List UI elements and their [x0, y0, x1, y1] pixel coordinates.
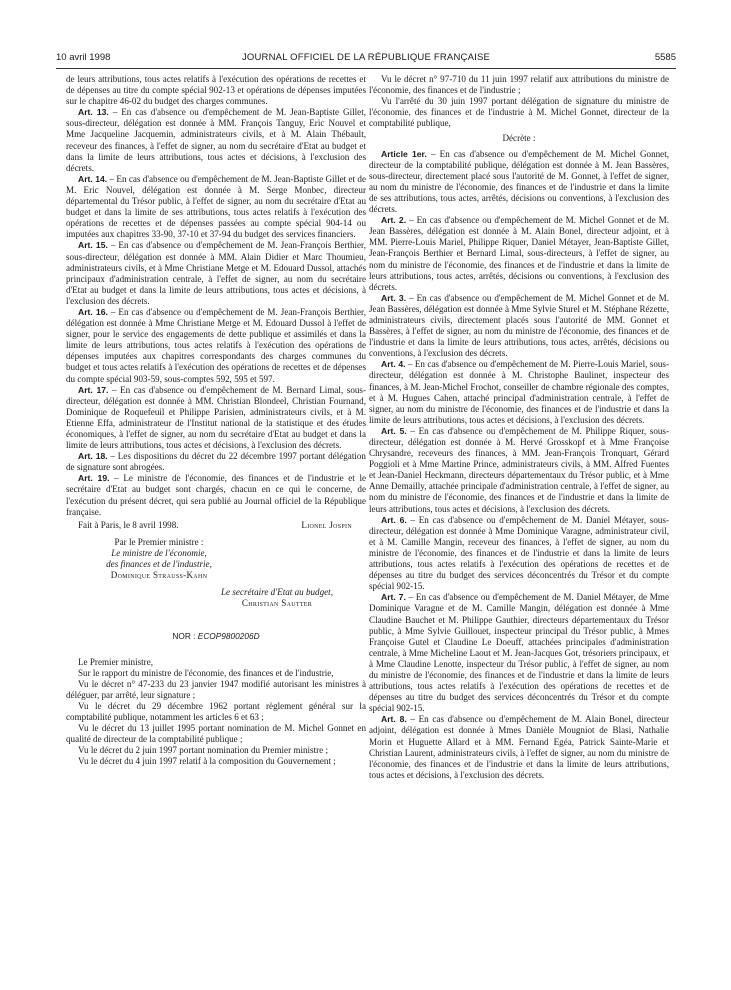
article-text: – En cas d'absence ou d'empêchement de M. Alain Bonel, directeur adjoint, délégation est donnée à Mmes Danièle Mougniot de Blasi, Nathalie Morin et Huguette Allard et à MM. Fernand Egéa, Patrick Sainte-Marie et Christian Laurent, administrateurs civils, à l'effet de signer, au nom du ministre de l'économie, des finances et de l'industrie et dans la limite de leurs attributions, tous actes et décisions, à l'exclusion des décrets.	[369, 714, 669, 780]
article-label: Art. 17.	[78, 384, 109, 395]
article-label: Art. 13.	[78, 107, 109, 118]
signature-line	[66, 520, 366, 531]
minister-title-1: Le ministre de l'économie,	[111, 547, 207, 558]
article-label: Art. 5.	[381, 425, 407, 436]
decree-intro-line: Vu le décret du 29 décembre 1962 portant règlement général sur la comptabilité publique, notamment les articles 6 et 63 ;	[66, 700, 366, 722]
visa-line: Vu l'arrêté du 30 juin 1997 portant délégation de signature du ministre de l'économie, des finances et de l'industrie à M. Michel Gonnet, directeur de la comptabilité publique,	[369, 96, 669, 129]
header-date: 10 avril 1998	[56, 52, 111, 63]
right-column	[369, 74, 669, 781]
article-text: – En cas d'absence ou d'empêchement de M. Michel Gonnet et de M. Jean Bassères, délégation est donnée à Mme Sylvie Sturel et M. Stéphane Rézette, administrateurs civils, directement placés sous l'autorité de MM. Gonnet et Bassères, à l'effet de signer, au nom du ministre de l'économie, des finances et de l'industrie et dans la limite de leurs attributions, tous actes, arrêtés, décisions ou conventions, à l'exclusion des décrets.	[369, 292, 669, 359]
article-16	[66, 307, 366, 385]
by-prime-minister: Par le Premier ministre :	[114, 536, 204, 547]
decree-intro-line: Vu le décret du 4 juin 1997 relatif à la composition du Gouvernement ;	[78, 756, 336, 767]
article-text: – En cas d'absence ou d'empêchement de M. Bernard Limal, sous-directeur, délégation est donnée à MM. Christian Blondeel, Christian Fournand, Dominique de Roquefeuil et Philippe Parisien, administrateurs civils, et à M. Etienne Effa, administrateur de l'Institut national de la statistique et des études économiques, à l'effet de signer, au nom du secrétaire d'Etat au budget et dans la limite de leurs attributions, tous actes et décisions, à l'exclusion des décrets.	[66, 384, 366, 451]
article-2	[369, 215, 669, 293]
decree-intro-line: Sur le rapport du ministre de l'économie, des finances et de l'industrie,	[78, 667, 334, 678]
article-text: – En cas d'absence ou d'empêchement de M. Jean-Baptiste Gillet, sous-directeur, délégation est donnée à MM. François Tanguy, Eric Nouvel et Mme Jacqueline Jacquemin, administrateurs civils, et à M. Alain Thébault, receveur des finances, à l'effet de signer, au nom du secrétaire d'Etat au budget et dans la limite de leurs attributions, tous actes et décisions, à l'exclusion des décrets.	[66, 107, 367, 173]
article-text: – En cas d'absence ou d'empêchement de M. Jean-François Berthier, délégation est donnée à Mme Christiane Metge et M. Edouard Dussol à l'effet de signer, pour le service des engagements de dette publique et assimilés et dans la limite de leurs attributions, tous actes relatifs à l'exécution des opérations de dépenses imputées aux chapitres correspondants des charges communes du budget et tous actes relatifs à l'exécution des opérations de recettes et de dépenses du compte spécial 903-59, sous-comptes 592, 595 et 597.	[66, 306, 366, 384]
decree-intro-line: Vu le décret n° 47-233 du 23 janvier 1947 modifié autorisant les ministres à déléguer, par arrêté, leur signature ;	[66, 678, 366, 700]
article-text: – Le ministre de l'économie, des finances et de l'industrie et le secrétaire d'Etat au budget sont chargés, chacun en ce qui le concerne, de l'exécution du présent décret, qui sera publié au Journal officiel de la République française.	[66, 473, 367, 517]
nor-label: NOR :	[172, 631, 196, 642]
article-label: Art. 6.	[381, 514, 407, 525]
article-text: – En cas d'absence ou d'empêchement de M. Jean-Baptiste Gillet et de M. Eric Nouvel, délégation est donnée à M. Serge Monbec, directeur départemental du Trésor public, à l'effet de signer, au nom du secrétaire d'Etat au budget et dans la limite de ses attributions, tous actes relatifs à l'exécution des opérations de recettes et de dépenses passées au compte spécial 904-14 ou imputées aux chapitres 33-90, 37-10 et 37-94 du budget des services financiers.	[66, 173, 367, 240]
intro-paragraph: de leurs attributions, tous actes relatifs à l'exécution des opérations de recettes et de dépenses au titre du compte spécial 902-13 et opérations de dépenses imputées sur le chapitre 46-02 du budget des charges communes.	[66, 74, 366, 107]
secretary-signature	[66, 587, 366, 609]
left-column	[66, 74, 366, 767]
article-label: Art. 15.	[78, 240, 108, 251]
article-13	[66, 107, 366, 174]
article-label: Art. 3.	[381, 292, 407, 303]
article-15	[66, 240, 366, 307]
nor-reference	[66, 631, 366, 642]
secretary-title: Le secrétaire d'Etat au budget,	[221, 587, 333, 598]
article-text: – En cas d'absence ou d'empêchement de M. Daniel Métayer, de Mme Dominique Varagne et de M. Camille Mangin, délégation est donnée à Mme Claudine Bauchet et M. Philippe Gauthier, directeurs départementaux du Trésor public, à Mme Sylvie Guillouet, inspecteur principal du Trésor public, à Mmes Françoise Gutel et Claudine Le Doeuff, attachées principales d'administration centrale, à Mme Micheline Laout et M. Jean-Jacques Got, trésoriers principaux, et à Mme Claudine Lenotte, inspecteur du Trésor public, à l'effet de signer, au nom du ministre de l'économie, des finances et de l'industrie et dans la limite de leurs attributions, tous actes relatifs à l'exécution des opérations de recettes et de dépenses au titre du budget des services déconcentrés du Trésor et du compte spécial 902-15.	[369, 592, 670, 714]
article-6	[369, 515, 669, 593]
article-label: Article 1er.	[381, 148, 427, 159]
page-header	[56, 52, 676, 66]
journal-title: JOURNAL OFFICIEL DE LA RÉPUBLIQUE FRANÇAISE	[241, 52, 491, 63]
article-label: Art. 19.	[78, 473, 110, 484]
article-label: Art. 18.	[78, 451, 108, 462]
article-label: Art. 16.	[78, 306, 108, 317]
minister-name: Dominique Strauss-Kahn	[110, 570, 208, 581]
article-text: – En cas d'absence ou d'empêchement de M. Philippe Riquer, sous-directeur, délégation est donnée à M. Hervé Grosskopf et à Mme Françoise Chrysandre, receveurs des finances, à MM. Jean-François Tronquart, Gérard Poggioli et à Mme Martine Prince, administrateurs civils, à MM. Alfred Fuentes et Jean-Daniel Heckmann, directeurs départementaux du Trésor public, et à Mme Anne Demailly, attachée principale d'administration centrale, à l'effet de signer, au nom du ministre de l'économie, des finances et de l'industrie et dans la limite de leurs attributions, tous actes et décisions, à l'exclusion des décrets.	[369, 425, 669, 514]
nor-code: ECOP9800206D	[197, 631, 260, 642]
decree-intro-line: Vu le décret du 2 juin 1997 portant nomination du Premier ministre ;	[78, 745, 328, 756]
article-text: – En cas d'absence ou d'empêchement de M. Michel Gonnet et de M. Jean Bassères, délégation est donnée à M. Alain Bonel, directeur adjoint, et à MM. Pierre-Louis Mariel, Philippe Riquer, Daniel Métayer, Jean-Baptiste Gillet, Jean-François Berthier et Bernard Limal, sous-directeurs, à l'effet de signer, au nom du ministre de l'économie, des finances et de l'industrie et dans la limite de leurs attributions, tous actes, arrêtés, décisions ou conventions, à l'exclusion des décrets.	[369, 215, 669, 292]
decree-intro-line: Vu le décret du 13 juillet 1995 portant nomination de M. Michel Gonnet en qualité de directeur de la comptabilité publique ;	[66, 723, 366, 745]
minister-signature	[84, 537, 366, 581]
article-text: – En cas d'absence ou d'empêchement de M. Daniel Métayer, sous-directeur, délégation est donnée à Mme Dominique Varagne, administrateur civil, et à M. Camille Mangin, receveur des finances, à l'effet de signer, au nom du ministre de l'économie, des finances et de l'industrie et dans la limite de leurs attributions, tous actes relatifs à l'exécution des opérations de recettes et de dépenses au titre du budget des services déconcentrés du Trésor et du compte spécial 902-15.	[369, 514, 669, 592]
decrete-heading: Décrète :	[502, 133, 536, 144]
signatory-pm: Lionel Jospin	[301, 519, 352, 530]
article-label: Art. 2.	[381, 215, 407, 226]
decree-intro-line: Le Premier ministre,	[78, 656, 154, 667]
article-4	[369, 359, 669, 426]
minister-title-2: des finances et de l'industrie,	[106, 559, 212, 570]
page-number: 5585	[654, 52, 676, 63]
visa-line: Vu le décret n° 97-710 du 11 juin 1997 relatif aux attributions du ministre de l'économie, des finances et de l'industrie ;	[369, 74, 669, 96]
secretary-name: Christian Sautter	[241, 598, 313, 609]
article-8	[369, 714, 669, 781]
header-rule	[56, 68, 676, 69]
article-14	[66, 174, 366, 241]
article-1	[369, 149, 669, 216]
article-text: – En cas d'absence ou d'empêchement de M. Jean-François Berthier, sous-directeur, délégation est donnée à MM. Alain Didier et Marc Thoumieu, administrateurs civils, et à Mme Christiane Metge et M. Edouard Dussol, attachés principaux d'administration centrale, à l'effet de signer, au nom du secrétaire d'Etat au budget et dans la limite de leurs attributions, tous actes et décisions, à l'exclusion des décrets.	[66, 240, 366, 306]
article-label: Art. 4.	[381, 359, 406, 370]
done-at: Fait à Paris, le 8 avril 1998.	[78, 519, 179, 530]
article-text: – En cas d'absence ou d'empêchement de M. Michel Gonnet, directeur de la comptabilité publique, délégation est donnée à M. Jean Bassères, sous-directeur, directement placé sous l'autorité de M. Gonnet, à l'effet de signer, au nom du ministre de l'économie, des finances et de l'industrie et dans la limite de ses attributions, tous actes, arrêtés, décisions ou conventions, à l'exclusion des décrets.	[369, 148, 670, 215]
article-label: Art. 8.	[381, 714, 407, 725]
article-text: – Les dispositions du décret du 22 décembre 1997 portant délégation de signature sont abrogées.	[66, 451, 366, 473]
article-label: Art. 14.	[78, 173, 108, 184]
article-17	[66, 385, 366, 452]
article-7	[369, 592, 669, 714]
article-5	[369, 426, 669, 515]
article-19	[66, 473, 366, 517]
article-18	[66, 451, 366, 473]
article-text: – En cas d'absence ou d'empêchement de M. Pierre-Louis Mariel, sous-directeur, délégation est donnée à M. Christophe Baulinet, inspecteur des finances, à M. Jean-Michel Frochot, conseiller de chambre régionale des comptes, et à M. Hugues Cahen, attaché principal d'administration centrale, à l'effet de signer, au nom du ministre de l'économie, des finances et de l'industrie et dans la limite de leurs attributions, tous actes et décisions, à l'exclusion des décrets.	[369, 359, 669, 425]
article-label: Art. 7.	[381, 592, 406, 603]
article-3	[369, 293, 669, 360]
